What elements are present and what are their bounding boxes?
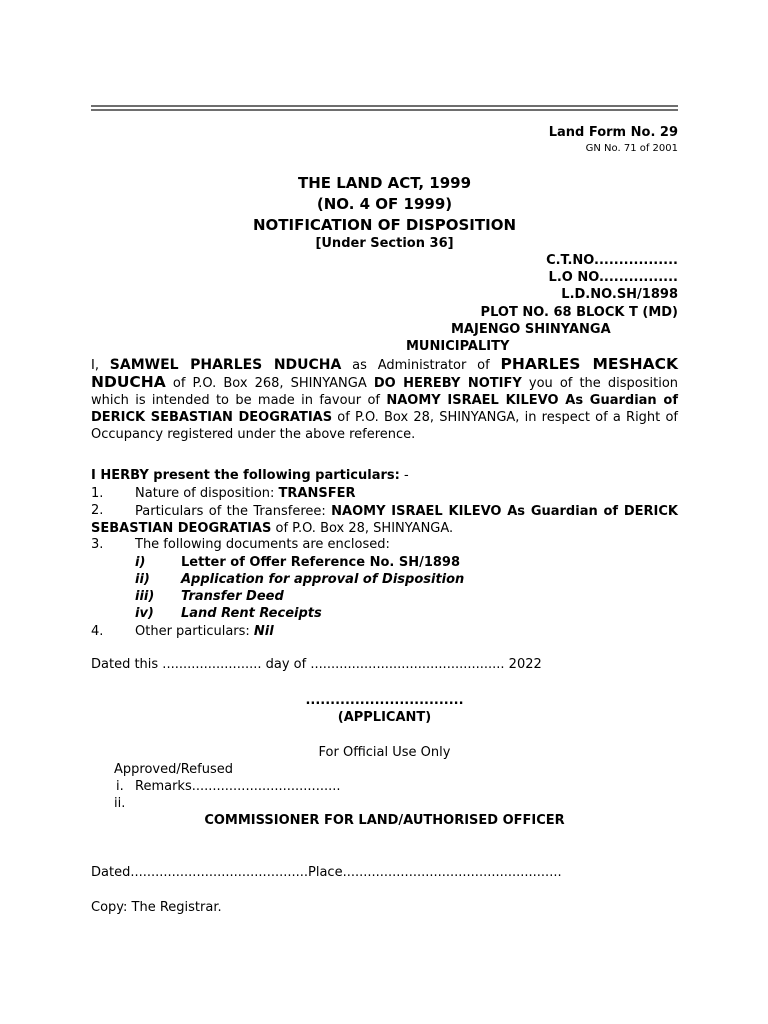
commissioner-title: COMMISSIONER FOR LAND/AUTHORISED OFFICER [204,813,565,828]
approved-refused: Approved/Refused [114,762,234,777]
document-number: ii) [135,572,150,587]
list-item [135,486,355,501]
applicant-label: (APPLICANT) [337,710,432,725]
item-label: Particulars of the Transferee: [135,504,326,519]
intro-closing: of P.O. Box 28, SHINYANGA, in respect of a Right of Occupancy registered under the above reference. [91,410,678,442]
list-item-transferee [91,503,678,537]
intro-pronoun: I, [91,358,99,373]
applicant-signature-line: ................................ [305,693,464,708]
particulars-heading-text: I HERBY present the following particulars: [91,468,400,483]
plot-municipality: MUNICIPALITY [406,339,510,354]
plot-number: PLOT NO. 68 BLOCK T (MD) [480,305,678,320]
item-number: 2. [91,503,104,518]
title-notification: NOTIFICATION OF DISPOSITION [252,216,517,234]
title-section: [Under Section 36] [315,236,454,251]
copy-to: Copy: The Registrar. [91,900,222,915]
plot-location: MAJENGO SHINYANGA [451,322,611,337]
item-value: NAOMY ISRAEL KILEVO As Guardian of DERICK SEBASTIAN DEOGRATIAS [91,504,679,536]
item-label: Other particulars: [135,624,254,639]
top-rule [91,105,678,107]
title-act: THE LAND ACT, 1999 [297,174,472,192]
official-use-heading: For Official Use Only [318,745,451,760]
lo-number: L.O NO................ [548,270,678,285]
intro-address: of P.O. Box 268, SHINYANGA [172,376,367,391]
item-number: 1. [91,486,104,501]
remarks-number: i. [116,779,124,794]
particulars-heading-suffix: - [399,468,409,483]
form-number: Land Form No. 29 [548,125,678,140]
dated-place-line: Dated...........................................Place..................................................... [91,865,562,880]
item-suffix: of P.O. Box 28, SHINYANGA. [275,521,454,536]
remarks-second-number: ii. [114,796,126,811]
document-number: iv) [135,606,154,621]
list-item [135,624,274,639]
administrator-name: SAMWEL PHARLES NDUCHA [109,357,342,373]
item-number: 3. [91,537,104,552]
document-item: Transfer Deed [181,589,284,604]
intro-as-administrator: as Administrator of [352,358,490,373]
deceased-name: PHARLES MESHACK NDUCHA [91,355,678,391]
document-number: iii) [135,589,155,604]
remarks-line: Remarks.................................... [135,779,341,794]
transferee-name: NAOMY ISRAEL KILEVO As Guardian of DERICK SEBASTIAN DEOGRATIAS [91,393,678,425]
top-rule-second [91,109,678,111]
gn-number: GN No. 71 of 2001 [585,143,678,154]
document-number: i) [135,555,146,570]
item-label: Nature of disposition: [135,486,279,501]
notify-phrase: DO HEREBY NOTIFY [373,376,522,391]
list-item: The following documents are enclosed: [135,537,390,552]
ld-number: L.D.NO.SH/1898 [561,287,678,302]
item-number: 4. [91,624,104,639]
ct-number: C.T.NO................. [546,253,678,268]
title-number: (NO. 4 OF 1999) [316,195,453,213]
document-item: Application for approval of Disposition [181,572,465,587]
intro-favour: you of the disposition which is intended to be made in favour of [91,376,679,408]
item-value: TRANSFER [278,486,356,501]
document-item: Land Rent Receipts [181,606,322,621]
particulars-heading [91,468,409,483]
dated-line: Dated this ........................ day of ............................................... 2022 [91,657,542,672]
item-value: Nil [253,624,274,639]
document-item: Letter of Offer Reference No. SH/1898 [181,555,461,570]
intro-paragraph [91,356,678,443]
